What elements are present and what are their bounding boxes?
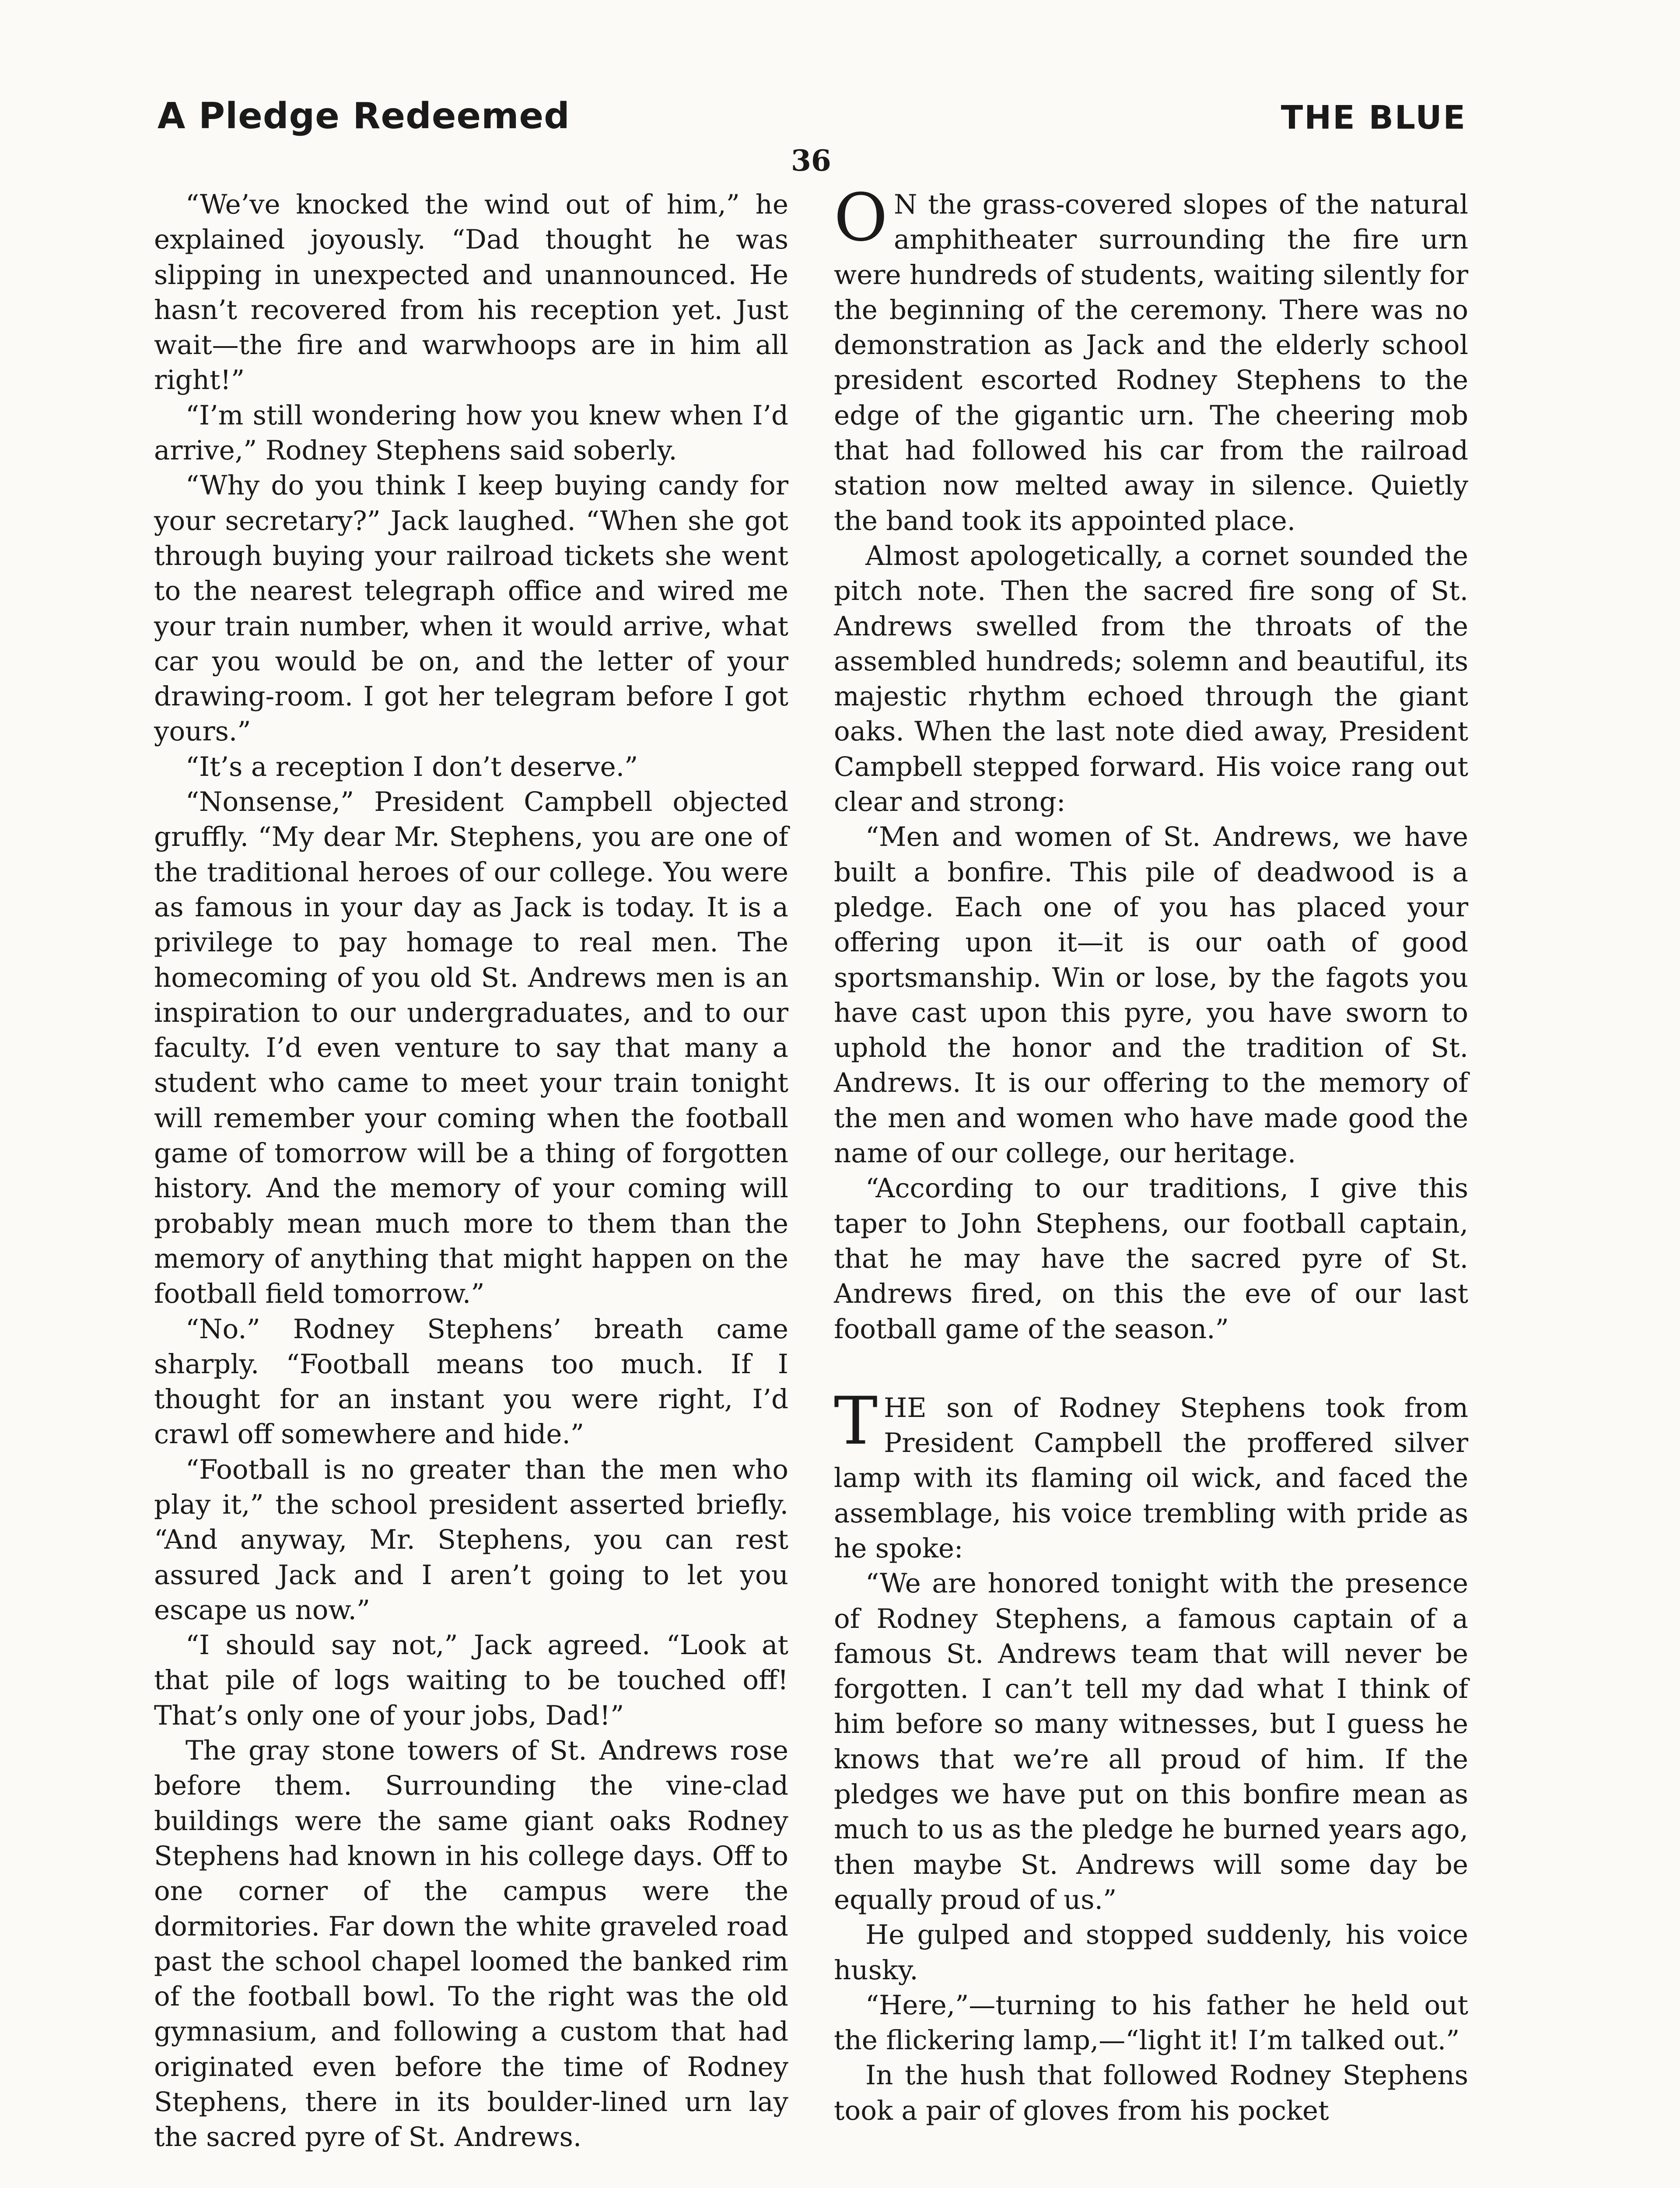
paragraph: “We are honored tonight with the presence of Rodney Stephens, a famous captain of a famous St. Andrews team that will never be forgotten. I can’t tell my dad what I think of him before so many witnesses, but I guess he knows that we’re all proud of him. If the pledges we have put on this bonfire mean as much to us as the pledge he burned years ago, then maybe St. Andrews will some day be equally proud of us.” [834, 1568, 1468, 1915]
section-opening-paragraph [834, 180, 1468, 539]
paragraph: He gulped and stopped suddenly, his voice husky. [834, 1919, 1468, 1986]
paragraph: “According to our traditions, I give this taper to John Stephens, our football captain, that he may have the sacred pyre of St. Andrews fired, on this the eve of our last football game of the season.” [834, 1173, 1468, 1345]
paragraph: “Why do you think I keep buying candy for your secretary?” Jack laughed. “When she got through buying your railroad tickets she went to the nearest telegraph office and wired me your train number, when it would arrive, what car you would be on, and the letter of your drawing-room. I got her telegram before I got yours.” [154, 470, 788, 747]
paragraph: Almost apologetically, a cornet sounded the pitch note. Then the sacred fire song of St. Andrews swelled from the throats of the assembled hundreds; solemn and beautiful, its majestic rhythm echoed through the giant oaks. When the last note died away, President Campbell stepped forward. His voice rang out clear and strong: [834, 540, 1468, 818]
magazine-name: THE BLUE [1281, 99, 1466, 137]
drop-cap: O [834, 180, 888, 256]
paragraph: “I’m still wondering how you knew when I’d arrive,” Rodney Stephens said soberly. [154, 400, 788, 466]
paragraph: The gray stone towers of St. Andrews rose before them. Surrounding the vine-clad buildings were the same giant oaks Rodney Stephens had known in his college days. Off to one corner of the campus were the dormitories. Far down the white graveled road past the school chapel loomed the banked rim of the football bowl. To the right was the old gymnasium, and following a custom that had originated even before the time of Rodney Stephens, there in its boulder-lined urn lay the sacred pyre of St. Andrews. [154, 1735, 788, 2153]
paragraph: In the hush that followed Rodney Stephens took a pair of gloves from his pocket [834, 2060, 1468, 2126]
drop-cap: T [834, 1383, 878, 1459]
paragraph: “No.” Rodney Stephens’ breath came sharply. “Football means too much. If I thought for an instant you were right, I’d crawl off somewhere and hide.” [154, 1313, 788, 1450]
opening-text: N the grass-covered slopes of the natural amphitheater surrounding the fire urn were hundreds of students, waiting silently for the beginning of the ceremony. There was no demonstration as Jack and the elderly school president escorted Rodney Stephens to the edge of the gigantic urn. The cheering mob that had followed his car from the railroad station now melted away in silence. Quietly the band took its appointed place. [834, 189, 1468, 536]
paragraph: “Here,”—turning to his father he held out the flickering lamp,—“light it! I’m talked out.” [834, 1989, 1468, 2056]
story-title: A Pledge Redeemed [158, 95, 570, 137]
paragraph: “Men and women of St. Andrews, we have built a bonfire. This pile of deadwood is a pledge. Each one of you has placed your offering upon it—it is our oath of good sportsmanship. Win or lose, by the fagots you have cast upon this pyre, you have sworn to uphold the honor and the tradition of St. Andrews. It is our offering to the memory of the men and women who have made good the name of our college, our heritage. [834, 821, 1468, 1169]
paragraph: “Nonsense,” President Campbell objected gruffly. “My dear Mr. Stephens, you are one of the traditional heroes of our college. You were as famous in your day as Jack is today. It is a privilege to pay homage to real men. The homecoming of you old St. Andrews men is an inspiration to our undergraduates, and to our faculty. I’d even venture to say that many a student who came to meet your train tonight will remember your coming when the football game of tomorrow will be a thing of forgotten history. And the memory of your coming will probably mean much more to them than the memory of anything that might happen on the football field tomorrow.” [154, 786, 788, 1310]
left-column [154, 187, 788, 2155]
paragraph: “Football is no greater than the men who play it,” the school president asserted briefly. “And anyway, Mr. Stephens, you can rest assured Jack and I aren’t going to let you escape us now.” [154, 1454, 788, 1626]
page-number: 36 [791, 144, 831, 178]
right-column [834, 180, 1468, 2128]
paragraph: “It’s a reception I don’t deserve.” [186, 751, 638, 782]
paragraph: “I should say not,” Jack agreed. “Look at that pile of logs waiting to be touched off! That’s only one of your jobs, Dad!” [154, 1630, 788, 1731]
section-opening-paragraph [834, 1383, 1468, 1566]
opening-text: HE son of Rodney Stephens took from President Campbell the proffered silver lamp with its flaming oil wick, and faced the assemblage, his voice trembling with pride as he spoke: [834, 1392, 1468, 1564]
paragraph: “We’ve knocked the wind out of him,” he explained joyously. “Dad thought he was slipping in unexpected and unannounced. He hasn’t recovered from his reception yet. Just wait—the fire and warwhoops are in him all right!” [154, 189, 788, 396]
